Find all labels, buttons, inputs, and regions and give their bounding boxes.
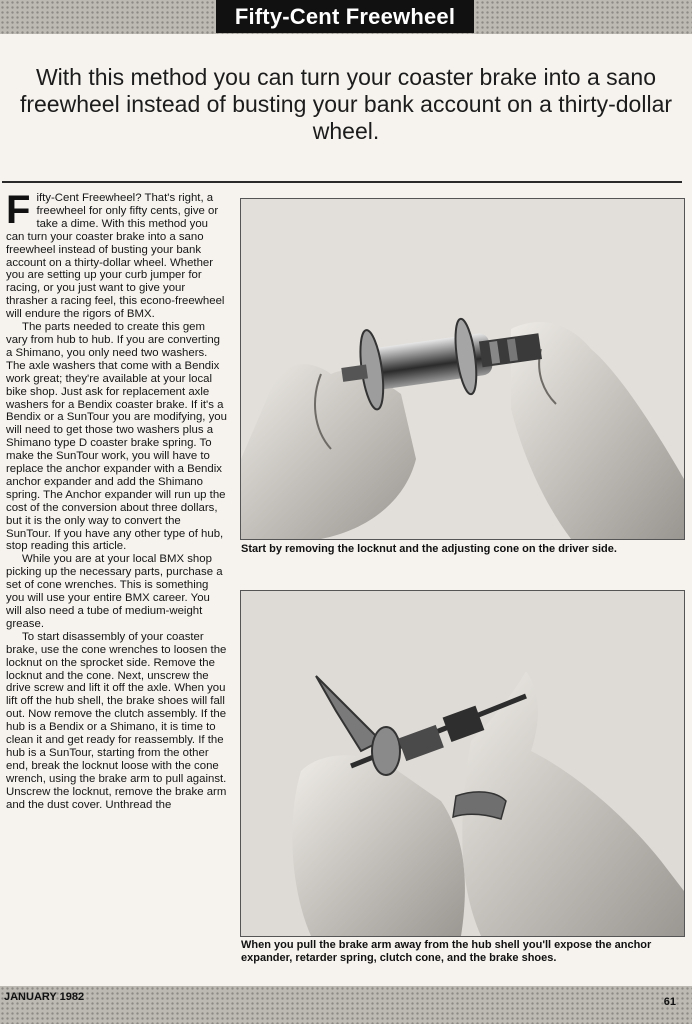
drop-cap: F bbox=[6, 192, 31, 232]
hub-illustration bbox=[241, 199, 684, 539]
article-title: Fifty-Cent Freewheel bbox=[216, 0, 474, 33]
paragraph-1 bbox=[6, 192, 228, 321]
bottom-halftone-band bbox=[0, 986, 692, 1024]
issue-date: JANUARY 1982 bbox=[4, 991, 85, 1003]
brake-arm-illustration bbox=[241, 591, 684, 936]
header-divider bbox=[2, 181, 682, 183]
article-subtitle: With this method you can turn your coaster brake into a sano freewheel instead of busting your bank account on a thirty-dollar wheel. bbox=[19, 64, 673, 144]
photo-hub-hands bbox=[240, 198, 685, 540]
paragraph-1-text: ifty-Cent Freewheel? That's right, a freewheel for only fifty cents, give or take a dime. With this method you can turn your coaster brake into a sano freewheel instead of busting your bank account on a thirty-dollar wheel. Whether you are setting up your curb jumper for racing, or you just want to give your thrasher a racing feel, this econo-freewheel will endure the rigors of BMX. bbox=[6, 192, 225, 321]
paragraph-4: To start disassembly of your coaster brake, use the cone wrenches to loosen the locknut on the sprocket side. Remove the locknut and the cone. Next, unscrew the drive screw and lift it off the axle. When you lift off the hub shell, the brake shoes will fall out. Now remove the clutch assembly. If the hub is a Bendix or a Shimano, it is time to clean it and get ready for reassembly. If the hub is a SunTour, starting from the other end, break the locknut loose with the cone wrench, using the brake arm to pull against. Unscrew the locknut, remove the brake arm and the dust cover. Unthread the bbox=[6, 630, 227, 811]
page-number: 61 bbox=[663, 996, 676, 1008]
photo-2-caption: When you pull the brake arm away from the hub shell you'll expose the anchor expander, retarder spring, clutch cone, and the brake shoes. bbox=[241, 939, 652, 964]
photo-1-caption: Start by removing the locknut and the adjusting cone on the driver side. bbox=[241, 543, 617, 555]
article-body bbox=[6, 192, 228, 984]
photo-brake-arm bbox=[240, 590, 685, 937]
paragraph-3: While you are at your local BMX shop picking up the necessary parts, purchase a set of cone wrenches. This is something you will use your entire BMX career. You will also need a tube of medium-weight grease. bbox=[6, 553, 223, 630]
paragraph-2: The parts needed to create this gem vary from hub to hub. If you are converting a Shimano, you only need two washers. The axle washers that come with a Bendix work great; they're available at your local bike shop. Just ask for replacement axle washers for a Bendix coaster brake. If it's a Bendix or a SunTour you are modifying, you will need to get those two washers plus a Shimano type D coaster brake spring. To make the SunTour work, you will have to replace the anchor expander with a Bendix anchor expander and add the Shimano spring. The Anchor expander will run up the cost of the conversion about three dollars, but it is the only way to convert the SunTour. If you have any other type of hub, stop reading this article. bbox=[6, 321, 227, 553]
